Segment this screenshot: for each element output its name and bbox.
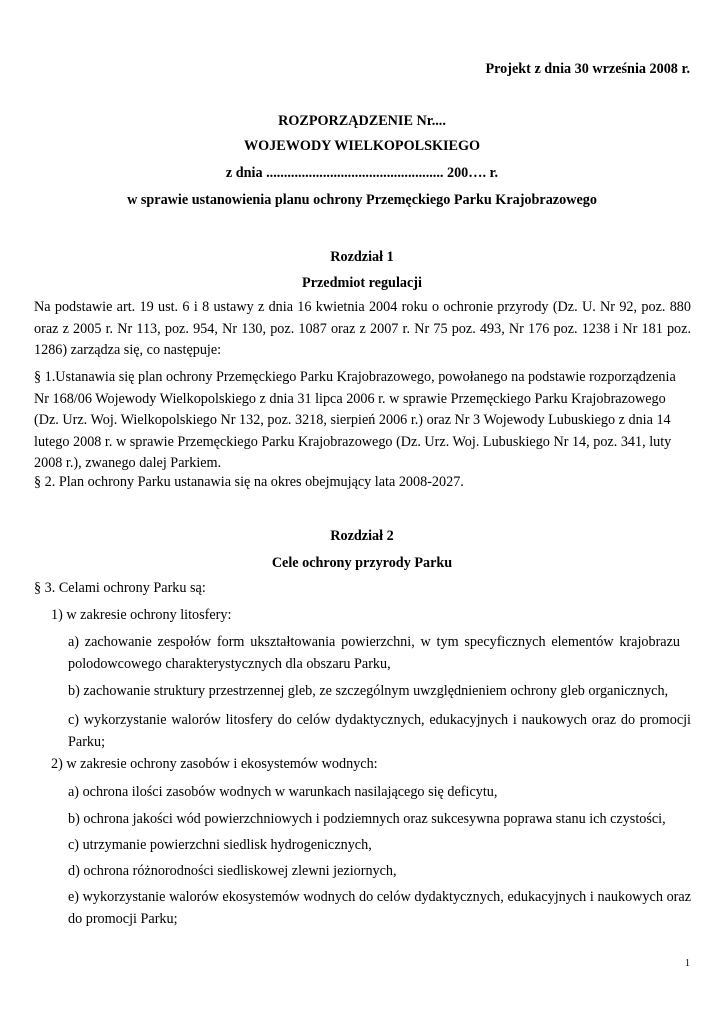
text-line: do promocji Parku; (68, 910, 178, 927)
subject-line: w sprawie ustanowienia planu ochrony Przemęckiego Parku Krajobrazowego (127, 192, 597, 208)
text-line: Parku; (68, 733, 106, 750)
paragraph-2: § 2. Plan ochrony Parku ustanawia się na okres obejmujący lata 2008-2027. (34, 474, 464, 490)
list-item-2: 2) w zakresie ochrony zasobów i ekosystemów wodnych: (51, 756, 378, 772)
regulation-title: ROZPORZĄDZENIE Nr.... (278, 113, 446, 129)
text-line: lutego 2008 r. w sprawie Przemęckiego Parku Krajobrazowego (Dz. Urz. Woj. Lubuskiego Nr 14, poz. 341, luty (34, 433, 672, 450)
list-item-1: 1) w zakresie ochrony litosfery: (51, 607, 232, 623)
list-item-2d: d) ochrona różnorodności siedliskowej zlewni jeziornych, (68, 863, 397, 879)
chapter1-subheading: Przedmiot regulacji (302, 275, 422, 291)
chapter1-heading: Rozdział 1 (330, 249, 394, 265)
list-item-2e (68, 887, 691, 930)
text-line: § 1.Ustanawia się plan ochrony Przemęckiego Parku Krajobrazowego, powołanego na podstawie rozporządzenia (34, 369, 676, 385)
text-line: (Dz. Urz. Woj. Wielkopolskiego Nr 132, poz. 3218, sierpień 2006 r.) oraz Nr 3 Wojewody Lubuskiego z dnia 14 (34, 412, 671, 428)
text-line: a) zachowanie zespołów form ukształtowania powierzchni, w tym specyficznych elementów krajobrazu (68, 634, 680, 650)
text-line: oraz z 2005 r. Nr 113, poz. 954, Nr 130, poz. 1087 oraz z 2007 r. Nr 75 poz. 493, Nr 176 poz. 1238 i Nr 181 poz. (34, 320, 691, 337)
date-line: z dnia .................................................. 200…. r. (225, 165, 499, 181)
text-line: Na podstawie art. 19 ust. 6 i 8 ustawy z dnia 16 kwietnia 2004 roku o ochronie przyrody (Dz. U. Nr 92, poz. 880 (34, 299, 691, 315)
issuer-title: WOJEWODY WIELKOPOLSKIEGO (243, 138, 481, 154)
page-number: 1 (685, 958, 690, 969)
paragraph-1 (34, 367, 676, 475)
chapter2-subheading: Cele ochrony przyrody Parku (271, 555, 453, 571)
list-item-1a (68, 632, 680, 675)
list-item-1c (68, 710, 691, 753)
text-line: c) wykorzystanie walorów litosfery do celów dydaktycznych, edukacyjnych i naukowych oraz do promocji (68, 712, 691, 728)
list-item-1b: b) zachowanie struktury przestrzennej gleb, ze szczególnym uwzględnieniem ochrony gleb organicznych, (68, 683, 669, 699)
project-date: Projekt z dnia 30 września 2008 r. (485, 61, 690, 77)
text-line: 1286) zarządza się, co następuje: (34, 342, 222, 358)
text-line: polodowcowego charakterystycznych dla obszaru Parku, (68, 655, 391, 672)
list-item-2c: c) utrzymanie powierzchni siedlisk hydrogenicznych, (68, 837, 372, 853)
legal-basis-paragraph (34, 297, 691, 362)
paragraph-3: § 3. Celami ochrony Parku są: (34, 580, 206, 596)
chapter2-heading: Rozdział 2 (330, 528, 394, 544)
text-line: 2008 r.), zwanego dalej Parkiem. (34, 455, 222, 471)
list-item-2b: b) ochrona jakości wód powierzchniowych i podziemnych oraz sukcesywna poprawa stanu ich czystości, (68, 811, 666, 827)
list-item-2a: a) ochrona ilości zasobów wodnych w warunkach nasilającego się deficytu, (68, 784, 498, 800)
text-line: Nr 168/06 Wojewody Wielkopolskiego z dnia 31 lipca 2006 r. w sprawie Przemęckiego Parku Krajobrazowego (34, 390, 666, 407)
text-line: e) wykorzystanie walorów ekosystemów wodnych do celów dydaktycznych, edukacyjnych i naukowych oraz (68, 889, 691, 905)
